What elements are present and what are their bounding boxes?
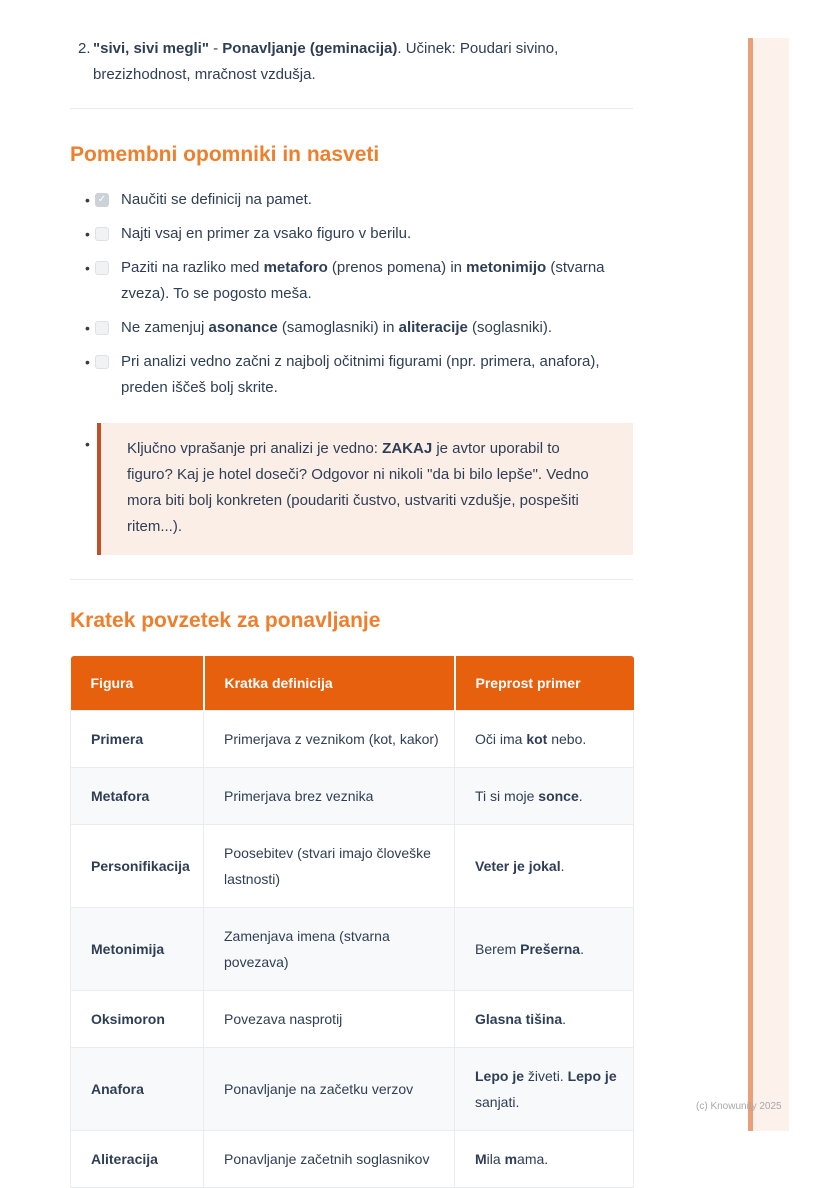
checklist-item-text: Najti vsaj en primer za vsako figuro v berilu. bbox=[121, 225, 412, 242]
cell-figura: Anafora bbox=[71, 1048, 204, 1131]
table-row bbox=[71, 825, 634, 908]
table-row bbox=[71, 908, 634, 991]
bullet-icon: • bbox=[85, 192, 90, 208]
callout-box bbox=[97, 423, 633, 555]
cell-primer: Lepo je živeti. Lepo je sanjati. bbox=[455, 1048, 634, 1131]
bullet-icon: • bbox=[85, 436, 90, 452]
list-item-number: 2. bbox=[78, 40, 91, 57]
cell-definicija: Zamenjava imena (stvarna povezava) bbox=[204, 908, 455, 991]
table-header-cell: Kratka definicija bbox=[204, 656, 455, 711]
checklist-item bbox=[70, 315, 633, 341]
list-item-text: "sivi, sivi megli" - Ponavljanje (geminacija). Učinek: Poudari sivino, brezizhodnost, mračnost vzdušja. bbox=[93, 40, 559, 83]
heading-reminders: Pomembni opomniki in nasveti bbox=[70, 143, 380, 166]
table-header-row bbox=[71, 656, 634, 711]
cell-primer: Mila mama. bbox=[455, 1131, 634, 1188]
cell-primer: Ti si moje sonce. bbox=[455, 768, 634, 825]
cell-definicija: Poosebitev (stvari imajo človeške lastnosti) bbox=[204, 825, 455, 908]
cell-figura: Personifikacija bbox=[71, 825, 204, 908]
table-header-cell: Figura bbox=[71, 656, 204, 711]
checkbox-unchecked[interactable] bbox=[95, 321, 109, 335]
cell-definicija: Ponavljanje na začetku verzov bbox=[204, 1048, 455, 1131]
checklist-item bbox=[70, 349, 633, 401]
table-row bbox=[71, 1048, 634, 1131]
checklist-item-text: Pri analizi vedno začni z najbolj očitnimi figurami (npr. primera, anafora), preden iščeš bolj skrite. bbox=[121, 353, 600, 396]
page-edge-highlight-fill bbox=[753, 38, 789, 1131]
checkbox-checked[interactable]: ✓ bbox=[95, 193, 109, 207]
cell-primer: Veter je jokal. bbox=[455, 825, 634, 908]
cell-primer: Berem Prešerna. bbox=[455, 908, 634, 991]
cell-figura: Aliteracija bbox=[71, 1131, 204, 1188]
bullet-icon: • bbox=[85, 260, 90, 276]
summary-table-body bbox=[71, 711, 634, 1188]
cell-figura: Metafora bbox=[71, 768, 204, 825]
cell-figura: Primera bbox=[71, 711, 204, 768]
cell-figura: Oksimoron bbox=[71, 991, 204, 1048]
cell-primer: Oči ima kot nebo. bbox=[455, 711, 634, 768]
table-row bbox=[71, 991, 634, 1048]
summary-table bbox=[70, 656, 634, 1188]
numbered-list-item bbox=[78, 36, 633, 88]
checkbox-unchecked[interactable] bbox=[95, 227, 109, 241]
section-divider bbox=[70, 579, 633, 580]
bullet-icon: • bbox=[85, 226, 90, 242]
checklist-item-text: Naučiti se definicij na pamet. bbox=[121, 191, 312, 208]
checklist-item bbox=[70, 187, 633, 213]
bullet-icon: • bbox=[85, 320, 90, 336]
table-row bbox=[71, 1131, 634, 1188]
table-row bbox=[71, 711, 634, 768]
callout-list-item bbox=[70, 423, 633, 555]
heading-summary: Kratek povzetek za ponavljanje bbox=[70, 609, 381, 632]
summary-table-head bbox=[71, 656, 634, 711]
checkbox-unchecked[interactable] bbox=[95, 261, 109, 275]
table-header-cell: Preprost primer bbox=[455, 656, 634, 711]
checklist-item-text: Paziti na razliko med metaforo (prenos pomena) in metonimijo (stvarna zveza). To se pogosto meša. bbox=[121, 259, 605, 302]
reminders-checklist bbox=[70, 187, 633, 401]
cell-definicija: Primerjava brez veznika bbox=[204, 768, 455, 825]
checklist-item bbox=[70, 221, 633, 247]
section-divider bbox=[70, 108, 633, 109]
checklist-item bbox=[70, 255, 633, 307]
cell-definicija: Primerjava z veznikom (kot, kakor) bbox=[204, 711, 455, 768]
checkbox-unchecked[interactable] bbox=[95, 355, 109, 369]
document-page bbox=[70, 0, 633, 1167]
cell-definicija: Povezava nasprotij bbox=[204, 991, 455, 1048]
checklist-item-text: Ne zamenjuj asonance (samoglasniki) in aliteracije (soglasniki). bbox=[121, 319, 553, 336]
watermark: (c) Knowunity 2025 bbox=[696, 1101, 782, 1112]
cell-primer: Glasna tišina. bbox=[455, 991, 634, 1048]
bullet-icon: • bbox=[85, 354, 90, 370]
page-edge-highlight-line bbox=[748, 38, 753, 1131]
cell-figura: Metonimija bbox=[71, 908, 204, 991]
cell-definicija: Ponavljanje začetnih soglasnikov bbox=[204, 1131, 455, 1188]
callout-text: Ključno vprašanje pri analizi je vedno: ZAKAJ je avtor uporabil to figuro? Kaj je hotel doseči? Odgovor ni nikoli "da bi bilo lepše". Vedno mora biti bolj konkreten (poudariti čustvo, ustvariti vzdušje, pospešiti ritem...). bbox=[127, 440, 589, 535]
table-row bbox=[71, 768, 634, 825]
